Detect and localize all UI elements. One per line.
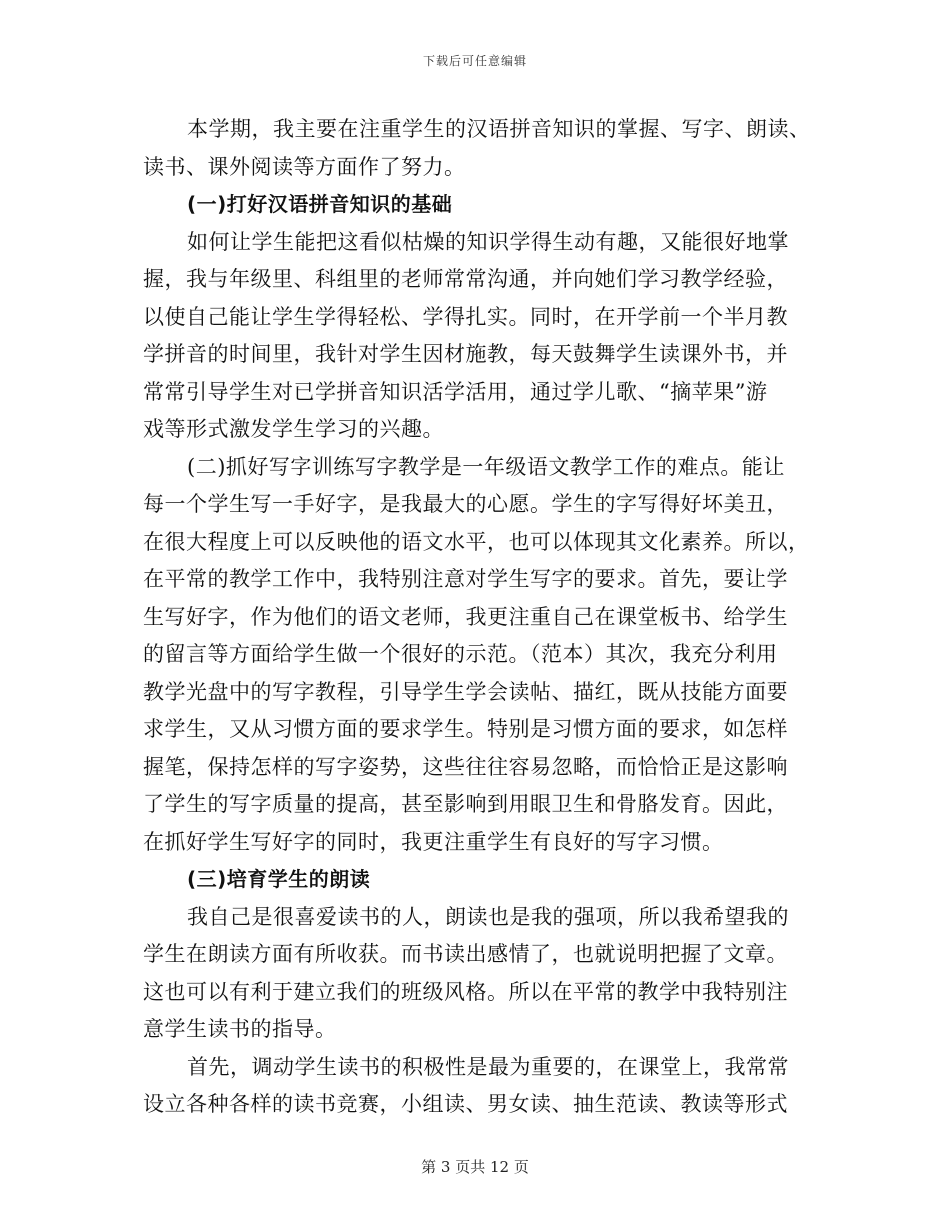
- paragraph-line: 首先，调动学生读书的积极性是最为重要的，在课堂上，我常常: [187, 1054, 789, 1079]
- paragraph-line: 生写好字，作为他们的语文老师，我更注重自己在课堂板书、给学生: [143, 604, 788, 629]
- paragraph-line: 学拼音的时间里，我针对学生因材施教，每天鼓舞学生读课外书，并: [143, 342, 788, 366]
- section-heading-1: (一)打好汉语拼音知识的基础: [187, 192, 453, 216]
- section-heading-3: (三)培育学生的朗读: [187, 867, 371, 891]
- paragraph-line: 设立各种各样的读书竞赛，小组读、男女读、抽生范读、教读等形式: [143, 1092, 788, 1116]
- paragraph-line: 的留言等方面给学生做一个很好的示范。（范本）其次，我充分利用: [143, 642, 778, 666]
- paragraph-line: 学生在朗读方面有所收获。而书读出感情了，也就说明把握了文章。: [143, 942, 788, 966]
- document-body: [143, 111, 811, 1124]
- paragraph-line: 求学生，又从习惯方面的要求学生。特别是习惯方面的要求，如怎样: [143, 717, 788, 741]
- paragraph-line: 戏等形式激发学生学习的兴趣。: [143, 417, 444, 441]
- paragraph-line: 在抓好学生写好字的同时，我更注重学生有良好的写字习惯。: [143, 829, 724, 854]
- paragraph-line: 每一个学生写一手好字，是我最大的心愿。学生的字写得好坏美丑，: [143, 492, 788, 516]
- page-footer: 第 3 页共 12 页: [421, 1158, 529, 1176]
- paragraph-line: 这也可以有利于建立我们的班级风格。所以在平常的教学中我特别注: [143, 979, 788, 1004]
- paragraph-line: 我自己是很喜爱读书的人，朗读也是我的强项，所以我希望我的: [187, 904, 789, 929]
- paragraph-line: 以使自己能让学生学得轻松、学得扎实。同时，在开学前一个半月教: [143, 304, 788, 329]
- paragraph-line: 了学生的写字质量的提高，甚至影响到用眼卫生和骨胳发育。因此，: [143, 792, 788, 816]
- paragraph-line: 教学光盘中的写字教程，引导学生学会读帖、描红，既从技能方面要: [143, 679, 788, 704]
- paragraph-line: 本学期，我主要在注重学生的汉语拼音知识的掌握、写字、朗读、: [187, 117, 811, 141]
- paragraph-line: 常常引导学生对已学拼音知识活学活用，通过学儿歌、“摘苹果”游: [143, 379, 768, 404]
- paragraph-line: 读书、课外阅读等方面作了努力。: [143, 154, 466, 179]
- paragraph-line: 在平常的教学工作中，我特别注意对学生写字的要求。首先，要让学: [143, 567, 788, 591]
- section-heading-2-paragraph: (二)抓好写字训练写字教学是一年级语文教学工作的难点。能让: [187, 454, 785, 479]
- paragraph-line: 在很大程度上可以反映他的语文水平，也可以体现其文化素养。所以，: [143, 529, 810, 554]
- paragraph-line: 如何让学生能把这看似枯燥的知识学得生动有趣，又能很好地掌: [187, 229, 789, 254]
- paragraph-line: 握，我与年级里、科组里的老师常常沟通，并向她们学习教学经验，: [143, 267, 788, 291]
- paragraph-line: 意学生读书的指导。: [143, 1017, 337, 1041]
- page-header: 下载后可任意编辑: [422, 54, 527, 68]
- paragraph-line: 握笔，保持怎样的写字姿势，这些往往容易忽略，而恰恰正是这影响: [143, 754, 788, 779]
